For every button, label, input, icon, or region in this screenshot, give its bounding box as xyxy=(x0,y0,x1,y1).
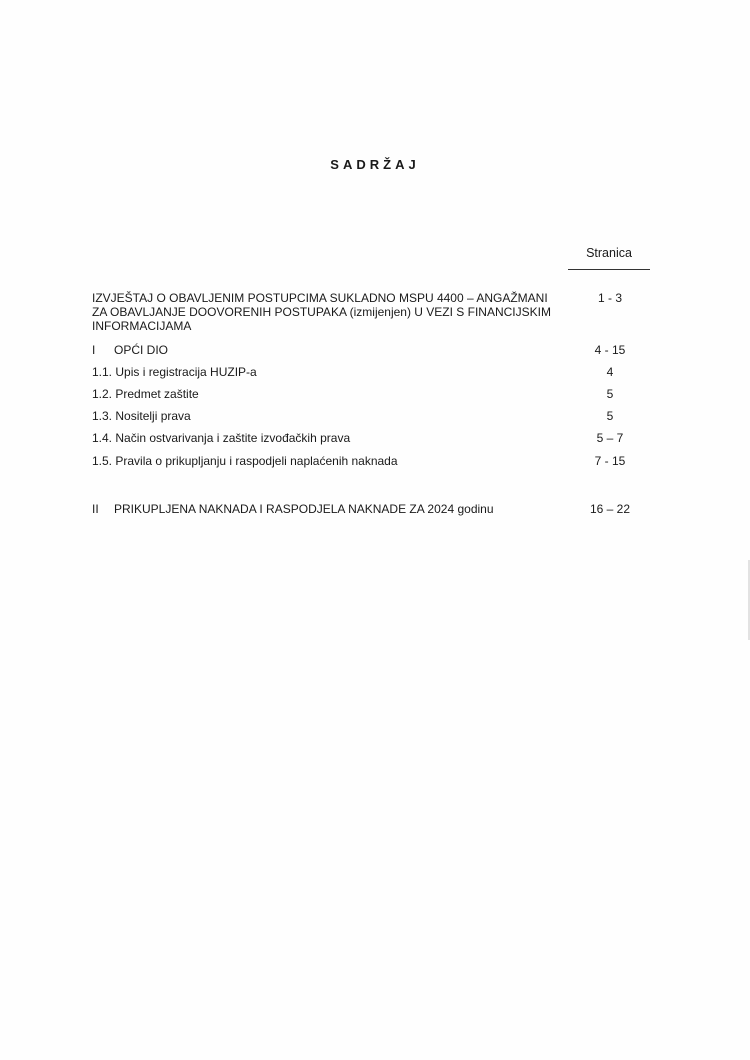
toc-entry-label: 1.4. Način ostvarivanja i zaštite izvođačkih prava xyxy=(92,431,351,445)
toc-entry-pages: 1 - 3 xyxy=(597,291,622,305)
toc-entry-section-2 xyxy=(92,502,642,516)
toc-entry-label: 1.1. Upis i registracija HUZIP-a xyxy=(92,365,257,379)
toc-entry-section-1 xyxy=(92,343,642,357)
toc-entry-label: 1.5. Pravila o prikupljanju i raspodjeli naplaćenih naknada xyxy=(92,454,398,468)
toc-entry-report xyxy=(92,291,642,335)
toc-entry-1-4 xyxy=(92,431,642,445)
toc-entry-label: PRIKUPLJENA NAKNADA I RASPODJELA NAKNADE ZA 2024 godinu xyxy=(114,502,494,516)
toc-entry-number: II xyxy=(92,502,99,516)
toc-entry-pages: 5 xyxy=(606,409,614,423)
toc-entry-label: 1.3. Nositelji prava xyxy=(92,409,191,423)
toc-entry-number: I xyxy=(92,343,96,357)
toc-entry-pages: 16 – 22 xyxy=(589,502,631,516)
toc-entry-pages: 5 – 7 xyxy=(596,431,624,445)
toc-entry-label: 1.2. Predmet zaštite xyxy=(92,387,199,401)
toc-entry-pages: 4 - 15 xyxy=(594,343,626,357)
toc-entry-label: OPĆI DIO xyxy=(114,343,169,357)
toc-entry-1-1 xyxy=(92,365,642,379)
page-column-header: Stranica xyxy=(568,246,650,270)
toc-entry-pages: 4 xyxy=(606,365,614,379)
toc-entry-pages: 5 xyxy=(606,387,614,401)
toc-entry-1-3 xyxy=(92,409,642,423)
toc-title: SADRŽAJ xyxy=(330,157,420,172)
toc-entry-1-2 xyxy=(92,387,642,401)
toc-entry-1-5 xyxy=(92,454,642,468)
toc-entry-label: IZVJEŠTAJ O OBAVLJENIM POSTUPCIMA SUKLADNO MSPU 4400 – ANGAŽMANI ZA OBAVLJANJE DOOVORENIH POSTUPAKA (izmijenjen) U VEZI S FINANCIJSKIM INFORMACIJAMA xyxy=(92,291,551,333)
toc-entry-pages: 7 - 15 xyxy=(594,454,626,468)
